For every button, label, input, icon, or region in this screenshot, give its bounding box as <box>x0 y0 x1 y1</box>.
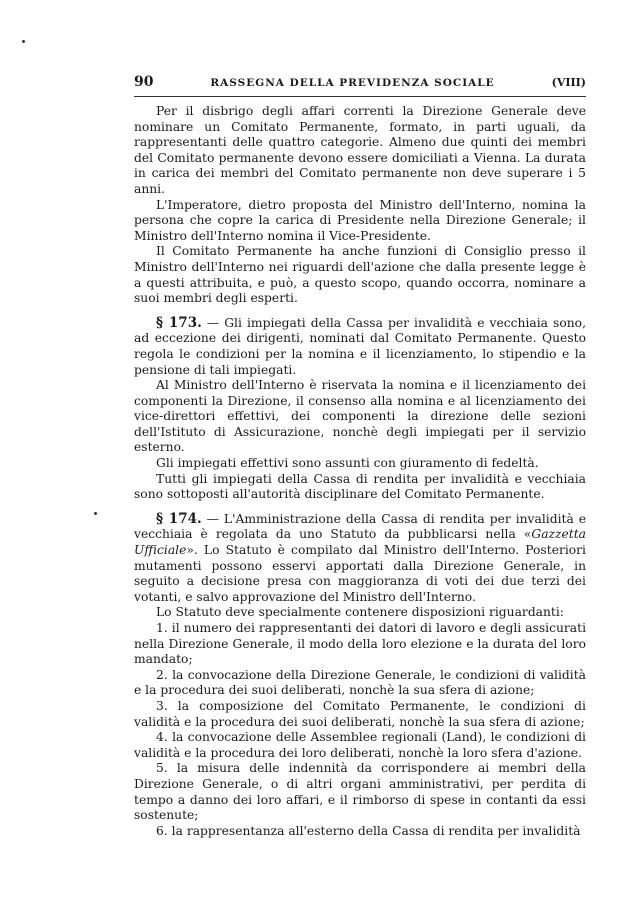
list-item: 5. la misura delle indennità da corrispondere ai membri della Direzione Generale, o di altri organi amministrativi, per perdita di tempo a danno dei loro affari, e il rimborso di spese in contanti da essi sostenute; <box>134 761 586 823</box>
section-text: — L'Amministrazione della Cassa di rendita per invalidità e vecchiaia è regolata da uno Statuto da pubblicarsi nella « <box>134 511 587 542</box>
list-item: 6. la rappresentanza all'esterno della Cassa di rendita per invalidità <box>156 823 581 838</box>
paragraph: L'Imperatore, dietro proposta del Ministro dell'Interno, nomina la persona che copre la carica di Presidente nella Direzione Generale; il Ministro dell'Interno nomina il Vice-Presidente. <box>134 197 586 243</box>
volume-label: (VIII) <box>551 76 586 89</box>
page-header <box>134 74 586 97</box>
list-item: 4. la convocazione delle Assemblee regionali (Land), le condizioni di validità e la procedura dei loro deliberati, nonchè la loro sfera d'azione. <box>134 730 586 760</box>
list-item: 1. il numero dei rappresentanti dei datori di lavoro e degli assicurati nella Direzione Generale, il modo della loro elezione e la durata del loro mandato; <box>134 621 586 667</box>
paragraph: Tutti gli impiegati della Cassa di rendita per invalidità e vecchiaia sono sottoposti all'autorità disciplinare del Comitato Permanente. <box>134 471 586 502</box>
page-number: 90 <box>134 74 154 90</box>
list-item: 2. la convocazione della Direzione Generale, le condizioni di validità e la procedura dei suoi deliberati, nonchè la sua sfera di azione; <box>134 667 586 698</box>
paragraph: Per il disbrigo degli affari correnti la Direzione Generale deve nominare un Comitato Permanente, formato, in parti uguali, da rappresentanti delle quattro categorie. Almeno due quinti dei membri del Comitato permanente devono essere domiciliati a Vienna. La durata in carica dei membri del Comitato permanente non deve superare i 5 anni. <box>134 104 586 196</box>
scan-speck <box>94 512 97 515</box>
gazette-title: Gazzetta Ufficiale <box>134 527 586 558</box>
running-title: RASSEGNA DELLA PREVIDENZA SOCIALE <box>210 77 495 89</box>
paragraph: Gli impiegati effettivi sono assunti con giuramento di fedeltà. <box>156 456 539 471</box>
list-item: 3. la composizione del Comitato Permanente, le condizioni di validità e la procedura dei suoi deliberati, nonchè la sua sfera di azione; <box>134 698 586 729</box>
section-173 <box>134 316 586 378</box>
document-page <box>134 74 586 839</box>
paragraph: Al Ministro dell'Interno è riservata la nomina e il licenziamento dei componenti la Direzione, il consenso alla nomina e al licenziamento dei vice-direttori effettivi, dei componenti la direzione delle sezioni dell'Istituto di Assicurazione, nonchè degli impiegati per il servizio esterno. <box>134 378 586 455</box>
section-text: — Gli impiegati della Cassa per invalidità e vecchiaia sono, ad eccezione dei dirigenti, nominati dal Comitato Permanente. Questo regola le condizioni per la nomina e il licenziamento, lo stipendio e la pensione di tali impiegati. <box>134 315 586 377</box>
section-number: § 173. <box>156 314 202 331</box>
scan-speck <box>22 40 25 43</box>
paragraph: Lo Statuto deve specialmente contenere disposizioni riguardanti: <box>156 605 564 620</box>
section-174 <box>134 512 586 606</box>
section-number: § 174. <box>156 510 202 527</box>
paragraph: Il Comitato Permanente ha anche funzioni di Consiglio presso il Ministro dell'Interno nei riguardi dell'azione che dalla presente legge è a questi attribuita, e può, a questo scopo, quando occorra, nominare a suoi membri degli esperti. <box>134 244 586 306</box>
section-text: ». Lo Statuto è compilato dal Ministro dell'Interno. Posteriori mutamenti possono esservi apportati dalla Direzione Generale, in seguito a decisione presa con maggioranza di voti dei due terzi dei votanti, e salvo approvazione del Ministro dell'Interno. <box>134 543 586 604</box>
